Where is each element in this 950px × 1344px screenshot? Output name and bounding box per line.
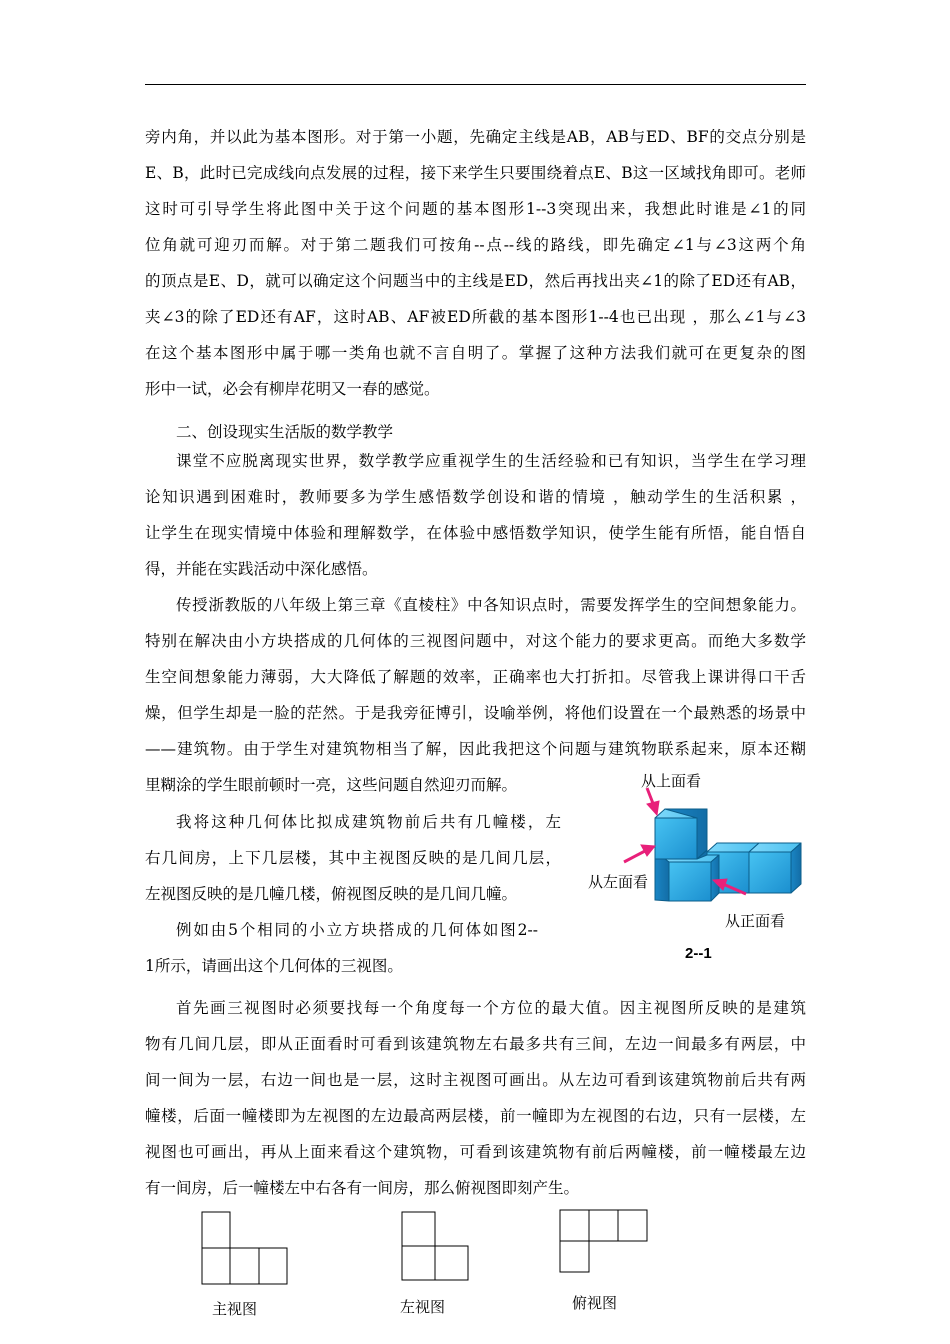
text-line: 1所示，请画出这个几何体的三视图。 bbox=[145, 957, 403, 975]
text-line: 生空间想象能力薄弱，大大降低了解题的效率，正确率也大打折扣。尽管我上课讲得口干舌 bbox=[145, 668, 806, 686]
text-line: 得，并能在实践活动中深化感悟。 bbox=[145, 560, 378, 578]
text-line: 夹∠3的除了ED还有AF，这时AB、AF被ED所截的基本图形1--4也已出现 ，那么∠1与∠3 bbox=[145, 308, 806, 326]
text-line: 我将这种几何体比拟成建筑物前后共有几幢楼，左 bbox=[176, 813, 561, 831]
text-line: 论知识遇到困难时，教师要多为学生感悟数学创设和谐的情境 ，触动学生的生活积累 ， bbox=[145, 488, 806, 506]
text-line: 有一间房，后一幢楼左中右各有一间房，那么俯视图即刻产生。 bbox=[145, 1179, 580, 1197]
text-line: 旁内角，并以此为基本图形。对于第一小题，先确定主线是AB，AB与ED、BF的交点分别是 bbox=[145, 128, 806, 146]
figure-label-top-view: 从上面看 bbox=[641, 772, 702, 790]
text-line: 传授浙教版的八年级上第三章《直棱柱》中各知识点时，需要发挥学生的空间想象能力。 bbox=[176, 596, 806, 614]
text-line: 让学生在现实情境中体验和理解数学，在体验中感悟数学知识，使学生能有所悟，能自悟自 bbox=[145, 524, 806, 542]
text-line: 这时可引导学生将此图中关于这个问题的基本图形1--3突现出来，我想此时谁是∠1的同 bbox=[145, 200, 806, 218]
text-line: 物有几间几层，即从正面看时可看到该建筑物左右最多共有三间，左边一间最多有两层，中 bbox=[145, 1035, 806, 1053]
figure-number: 2--1 bbox=[685, 945, 712, 962]
text-line: E、B，此时已完成线向点发展的过程，接下来学生只要围绕着点E、B这一区域找角即可。老师 bbox=[145, 164, 806, 182]
text-line: 例如由5个相同的小立方块搭成的几何体如图2-- bbox=[176, 921, 538, 939]
text-line: 位角就可迎刃而解。对于第二题我们可按角--点--线的路线，即先确定∠1与∠3这两个角 bbox=[145, 236, 806, 254]
text-line: 燥，但学生却是一脸的茫然。于是我旁征博引，设喻举例，将他们设置在一个最熟悉的场景中 bbox=[145, 704, 806, 722]
front-view-grid bbox=[202, 1212, 287, 1284]
text-line: 课堂不应脱离现实世界，数学教学应重视学生的生活经验和已有知识，当学生在学习理 bbox=[176, 452, 806, 470]
text-line: 间一间为一层，右边一间也是一层，这时主视图可画出。从左边可看到该建筑物前后共有两 bbox=[145, 1071, 806, 1089]
left-view-caption: 左视图 bbox=[400, 1298, 446, 1316]
section-heading: 二、创设现实生活版的数学教学 bbox=[176, 423, 394, 441]
text-line: 在这个基本图形中属于哪一类角也就不言自明了。掌握了这种方法我们就可在更复杂的图 bbox=[145, 344, 806, 362]
figure-label-left-view: 从左面看 bbox=[588, 873, 649, 891]
text-line: 特别在解决由小方块搭成的几何体的三视图问题中，对这个能力的要求更高。而绝大多数学 bbox=[145, 632, 806, 650]
text-line: 左视图反映的是几幢几楼，俯视图反映的是几间几幢。 bbox=[145, 885, 518, 903]
text-line: ——建筑物。由于学生对建筑物相当了解，因此我把这个问题与建筑物联系起来，原本还糊 bbox=[145, 740, 806, 758]
text-line: 幢楼，后面一幢楼即为左视图的左边最高两层楼，前一幢即为左视图的右边，只有一层楼，左 bbox=[145, 1107, 806, 1125]
text-line: 首先画三视图时必须要找每一个角度每一个方位的最大值。因主视图所反映的是建筑 bbox=[176, 999, 806, 1017]
top-view-grid bbox=[560, 1210, 647, 1272]
top-view-caption: 俯视图 bbox=[572, 1294, 618, 1312]
left-view-grid bbox=[402, 1212, 468, 1280]
text-line: 的顶点是E、D，就可以确定这个问题当中的主线是ED，然后再找出夹∠1的除了ED还有AB， bbox=[145, 272, 806, 290]
front-view-caption: 主视图 bbox=[212, 1300, 258, 1318]
text-line: 里糊涂的学生眼前顿时一亮，这些问题自然迎刃而解。 bbox=[145, 776, 518, 794]
figure-label-front-view: 从正面看 bbox=[725, 912, 786, 930]
text-line: 形中一试，必会有柳岸花明又一春的感觉。 bbox=[145, 380, 440, 398]
text-line: 右几间房，上下几层楼，其中主视图反映的是几间几层， bbox=[145, 849, 561, 867]
text-line: 视图也可画出，再从上面来看这个建筑物，可看到该建筑物有前后两幢楼，前一幢楼最左边 bbox=[145, 1143, 806, 1161]
